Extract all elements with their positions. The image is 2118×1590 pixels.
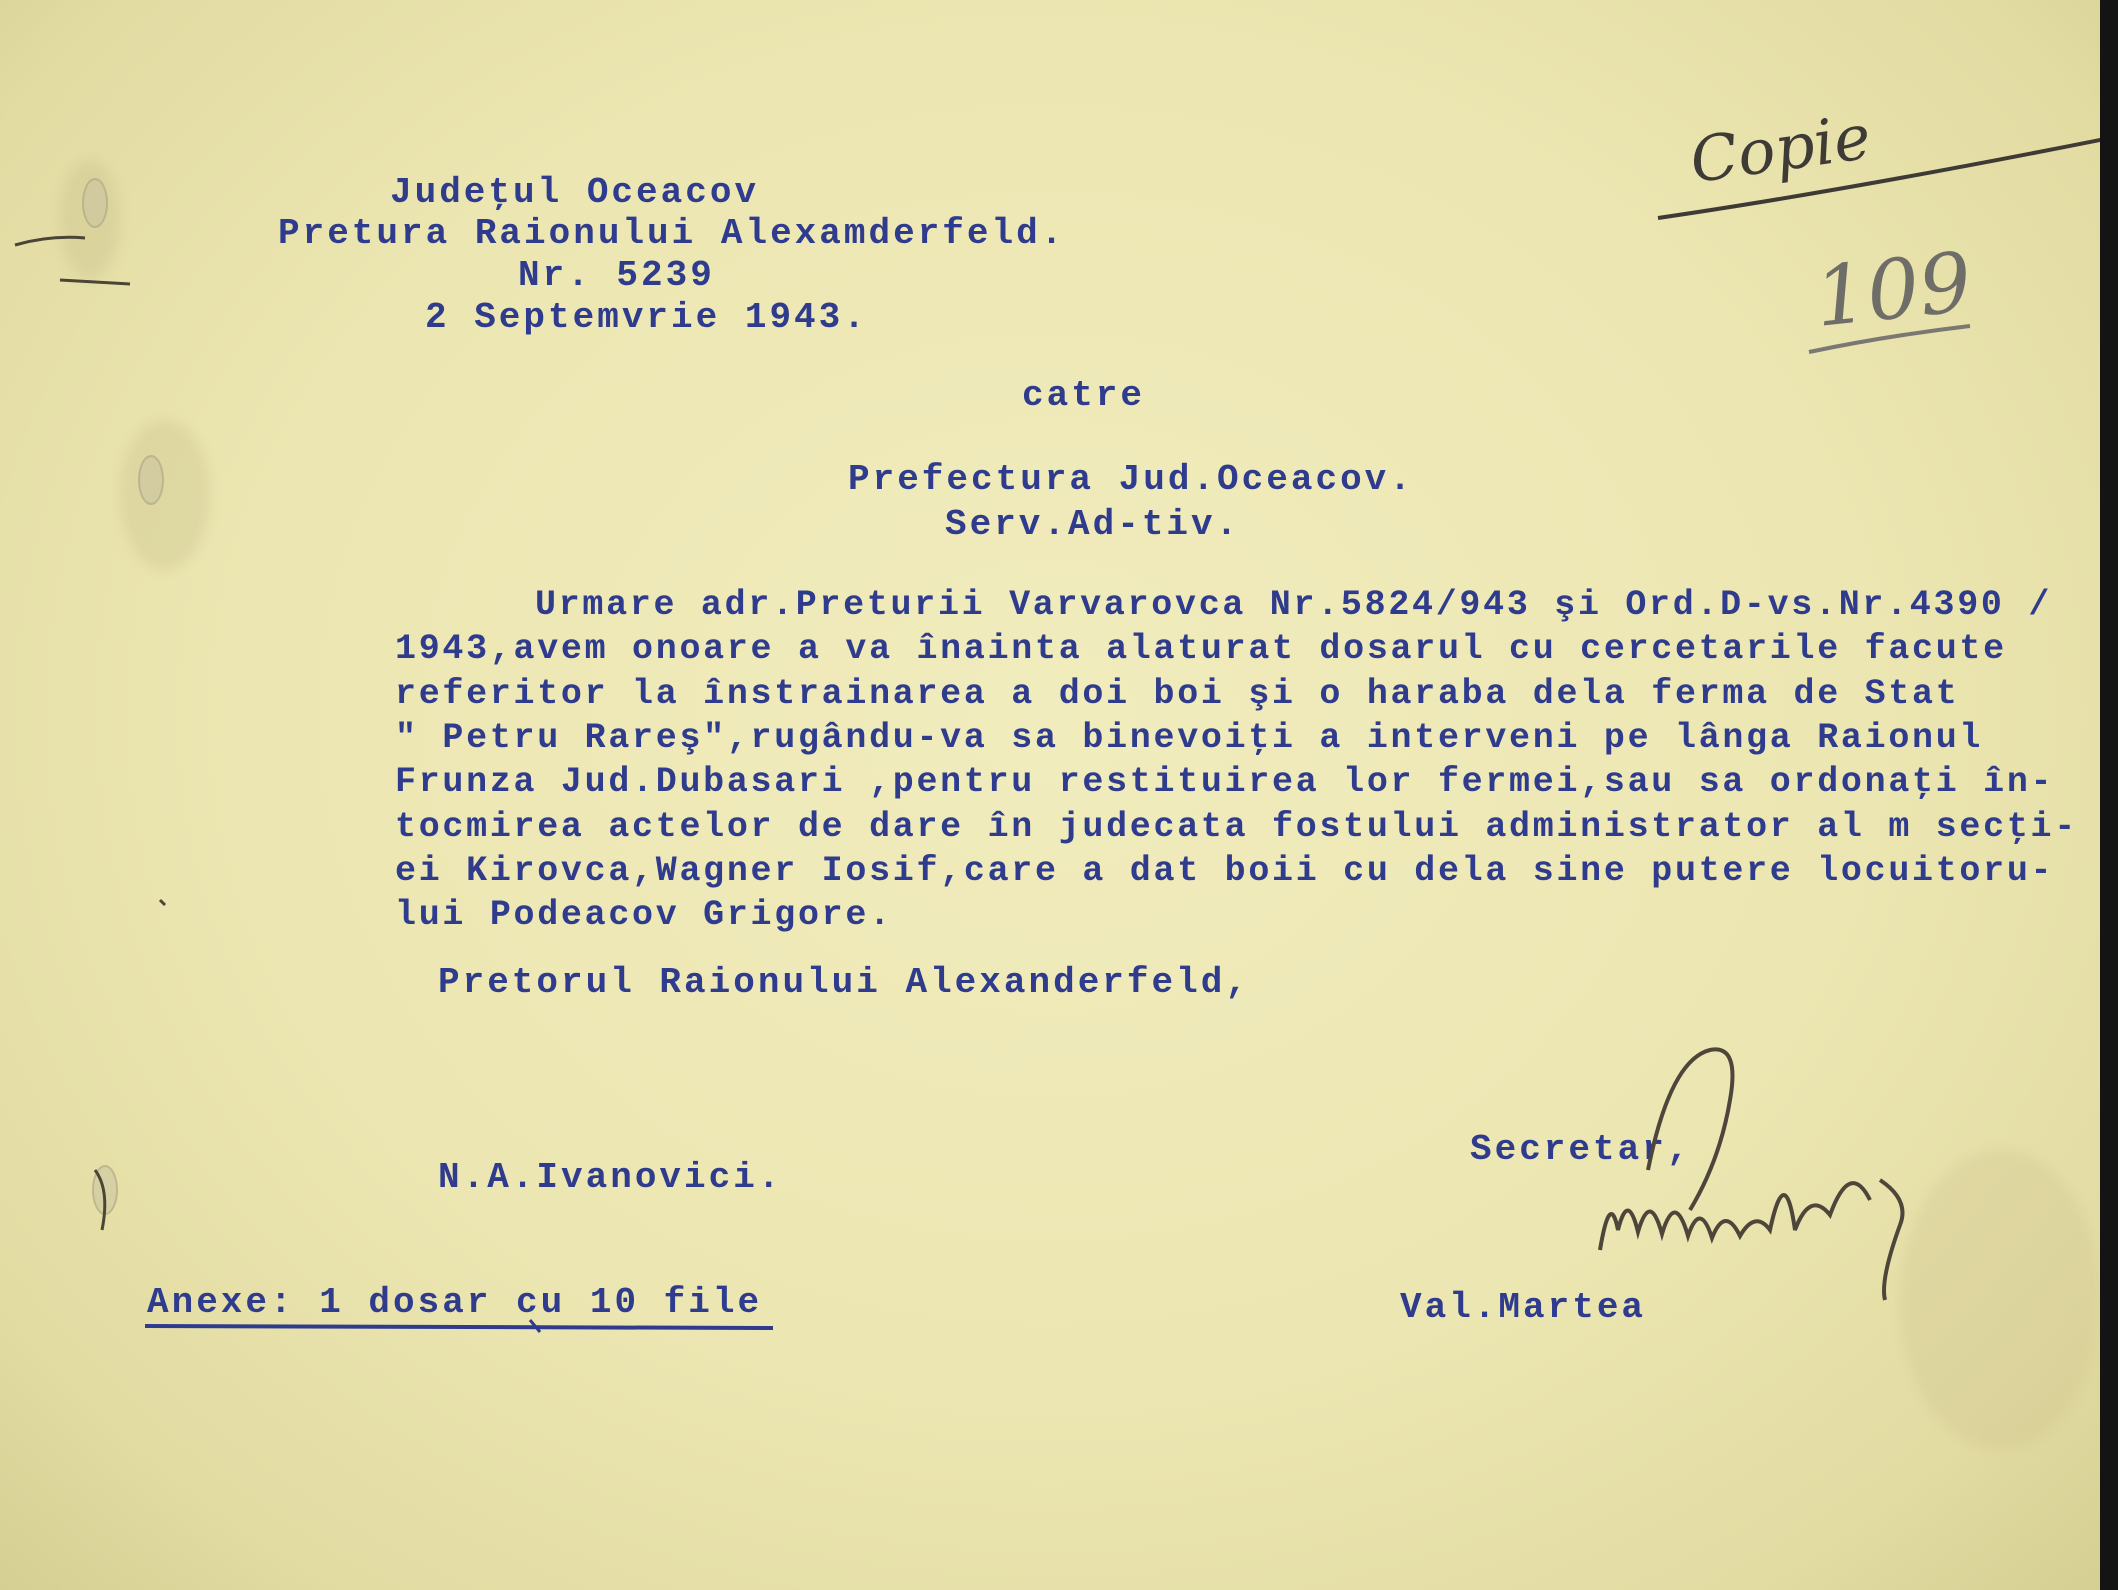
body-line: referitor la înstrainarea a doi boi şi o haraba dela ferma de Stat bbox=[395, 674, 1960, 714]
county-line: Judeţul Oceacov bbox=[390, 172, 760, 213]
pretor-title: Pretorul Raionului Alexanderfeld, bbox=[438, 962, 1250, 1003]
page-number: 109 bbox=[1810, 235, 1976, 346]
addressee-institution: Prefectura Jud.Oceacov. bbox=[848, 459, 1414, 500]
attachments-underline bbox=[145, 1318, 785, 1338]
body-line: 1943,avem onoare a va înainta alaturat dosarul cu cercetarile facute bbox=[395, 629, 2007, 669]
addressee-service: Serv.Ad-tiv. bbox=[945, 504, 1241, 545]
attachments: Anexe: 1 dosar cu 10 file bbox=[147, 1282, 763, 1323]
page-number-underline bbox=[1805, 322, 1975, 362]
punch-hole bbox=[138, 455, 164, 505]
pretor-name: N.A.Ivanovici. bbox=[438, 1157, 783, 1198]
document-date: 2 Septemvrie 1943. bbox=[425, 297, 868, 338]
body-line: lui Podeacov Grigore. bbox=[395, 895, 893, 935]
secretary-title: Secretar, bbox=[1470, 1129, 1692, 1170]
body-line: Frunza Jud.Dubasari ,pentru restituirea lor fermei,sau sa ordonaţi în- bbox=[395, 762, 2055, 802]
body-line: tocmirea actelor de dare în judecata fostului administrator al m secţi- bbox=[395, 807, 2078, 847]
secretary-signature bbox=[1580, 1040, 1940, 1320]
body-line: Urmare adr.Preturii Varvarovca Nr.5824/943 şi Ord.D-vs.Nr.4390 / bbox=[535, 585, 2053, 625]
copy-mark-underline bbox=[1650, 130, 2100, 230]
body-line: " Petru Rareş",rugându-va sa binevoiţi a interveni pe lânga Raionul bbox=[395, 718, 1984, 758]
office-line: Pretura Raionului Alexamderfeld. bbox=[278, 213, 1066, 254]
copy-mark: Copie bbox=[1685, 99, 1876, 198]
binding-marks bbox=[0, 0, 140, 1590]
scan-border bbox=[2100, 0, 2118, 1590]
addressee-to: catre bbox=[1022, 375, 1146, 416]
secretary-name: Val.Martea bbox=[1400, 1287, 1647, 1328]
body-line: ei Kirovca,Wagner Iosif,care a dat boii cu dela sine putere locuitoru- bbox=[395, 851, 2055, 891]
document-number: Nr. 5239 bbox=[518, 255, 715, 296]
